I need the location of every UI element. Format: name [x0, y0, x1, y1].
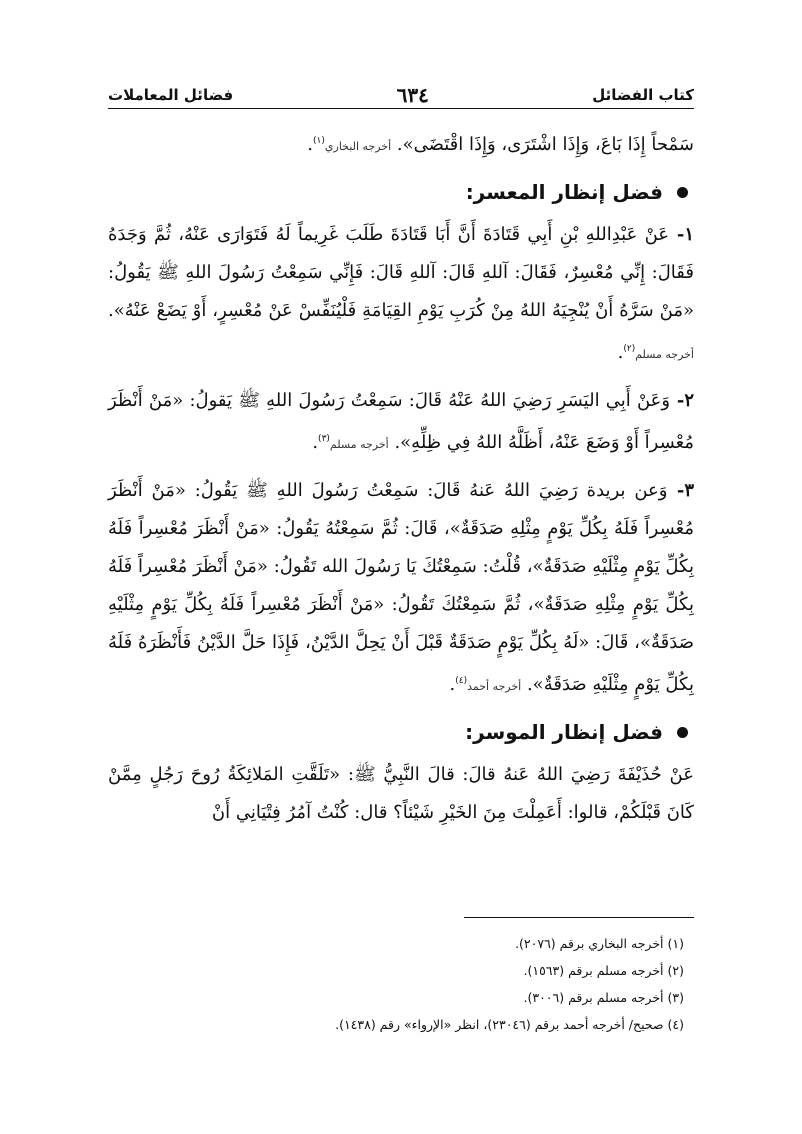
item-number: ١-: [669, 224, 694, 245]
hadith-text: وَعَنْ أَبِي اليَسَرِ رَضِيَ اللهُ عَنْهُ قَالَ: سَمِعْتُ رَسُولَ اللهِ ﷺ يَقولُ: «مَنْ أَنْظَرَ مُعْسِراً أَوْ وَضَعَ عَنْهُ، أَظَلَّهُ اللهُ فِي ظِلِّهِ».: [108, 390, 694, 453]
source-note: أخرجه البخاري: [324, 140, 392, 153]
item-number: ٣-: [667, 480, 694, 501]
source-note: أخرجه أحمد: [467, 680, 522, 693]
section-heading-wealthy: [108, 720, 694, 744]
hadith-text: سَمْحاً إِذَا بَاعَ، وَإِذَا اشْتَرَى، وَإِذَا اقْتَضَى».: [391, 134, 694, 155]
bullet-icon: [677, 187, 688, 198]
continued-hadith: [108, 122, 694, 166]
hadith-item: [108, 382, 694, 464]
footnote-ref: (٣): [318, 434, 330, 444]
header-rule: [108, 108, 694, 109]
footnotes: [108, 930, 684, 1038]
footnote: (٢) أخرجه مسلم برقم (١٥٦٣).: [523, 963, 684, 978]
page-body: [108, 122, 694, 832]
page-number: ٦٣٤: [396, 83, 429, 107]
footnote-ref: (٢): [623, 344, 636, 354]
section-heading-insolvent: [108, 180, 694, 204]
item-number: ٢-: [670, 390, 694, 411]
chapter-title: فضائل المعاملات: [108, 86, 234, 104]
hadith-text: وَعن بريدة رَضِيَ اللهُ عَنهُ قَالَ: سَمِعْتُ رَسُولَ اللهِ ﷺ يَقُولُ: «مَنْ أَنْظَرَ مُعْسِراً فَلَهُ بِكُلِّ يَوْمٍ مِثْلِهِ صَدَقَةٌ»، قَالَ: ثُمَّ سَمِعْتُهُ يَقُولُ: «مَنْ أَنْظَرَ مُعْسِراً فَلَهُ بِكُلِّ يَوْمٍ مِثْلَيْهِ صَدَقَةٌ»، قُلْتُ: سَمِعْتُكَ يَا رَسُولَ الله تَقُولُ: «مَنْ أَنْظَرَ مُعْسِراً فَلَهُ بِكُلِّ يَوْمٍ مِثْلِهِ صَدَقَةٌ»، ثُمَّ سَمِعْتُكَ تَقُولُ: «مَنْ أَنْظَرَ مُعْسِراً فَلَهُ بِكُلِّ يَوْمٍ مِثْلَيْهِ صَدَقَةٌ»، قَالَ: «لَهُ بِكُلِّ يَوْمٍ صَدَقَةٌ قَبْلَ أَنْ يَحِلَّ الدَّيْنُ، فَإِذَا حَلَّ الدَّيْنُ فَأَنْظَرَهُ فَلَهُ بِكُلِّ يَوْمٍ مِثْلَيْهِ صَدَقَةٌ».: [108, 480, 694, 695]
footnote: (٤) صحيح/ أخرجه أحمد برقم (٢٣٠٤٦)، انظر «الإرواء» رقم (١٤٣٨).: [335, 1017, 684, 1032]
footnote-ref: (١): [313, 136, 325, 146]
book-title: كتاب الفضائل: [592, 86, 694, 104]
section-title: فضل إنظار الموسر:: [465, 720, 663, 744]
hadith-text: عَنْ عَبْدِاللهِ بْنِ أَبِي قَتَادَةَ أَنَّ أَبَا قَتَادَةَ طَلَبَ غَرِيماً لَهُ فَتَوَارَى عَنْهُ، ثُمَّ وَجَدَهُ فَقَالَ: إِنِّي مُعْسِرٌ، فَقَالَ: آللهِ قَالَ: آللهِ قَالَ: فَإِنِّي سَمِعْتُ رَسُولَ اللهِ ﷺ يَقُولُ: «مَنْ سَرَّهُ أَنْ يُنْجِيَهُ اللهُ مِنْ كُرَبِ يَوْمِ القِيَامَةِ فَلْيُنَفِّسْ عَنْ مُعْسِرٍ، أَوْ يَضَعْ عَنْهُ».: [108, 224, 694, 321]
punctuation: .: [449, 674, 456, 695]
punctuation: .: [307, 134, 314, 155]
source-note: أخرجه مسلم: [635, 348, 694, 361]
hadith-item: [108, 472, 694, 706]
bullet-icon: [677, 727, 688, 738]
footnote: (١) أخرجه البخاري برقم (٢٠٧٦).: [515, 936, 684, 951]
hadith-item: [108, 216, 694, 374]
punctuation: .: [312, 432, 319, 453]
footnote-rule: [464, 917, 694, 918]
hadith-text: عَنْ حُذَيْفَةَ رَضِيَ اللهُ عَنهُ قالَ: قالَ النَّبِيُّ ﷺ: «تَلَقَّتِ المَلائِكَةُ رُوحَ رَجُلٍ مِمَّنْ كَانَ قَبْلَكُمْ، قالوا: أَعَمِلْتَ مِنَ الخَيْرِ شَيْئاً؟ قال: كُنْتُ آمُرُ فِتْيَانِي أَنْ: [108, 764, 694, 823]
punctuation: .: [617, 342, 624, 363]
hadith-item: [108, 756, 694, 832]
section-title: فضل إنظار المعسر:: [465, 180, 663, 204]
source-note: أخرجه مسلم: [329, 438, 389, 451]
footnote-ref: (٤): [455, 676, 468, 686]
footnote: (٣) أخرجه مسلم برقم (٣٠٠٦).: [523, 990, 684, 1005]
running-header: [108, 82, 694, 108]
